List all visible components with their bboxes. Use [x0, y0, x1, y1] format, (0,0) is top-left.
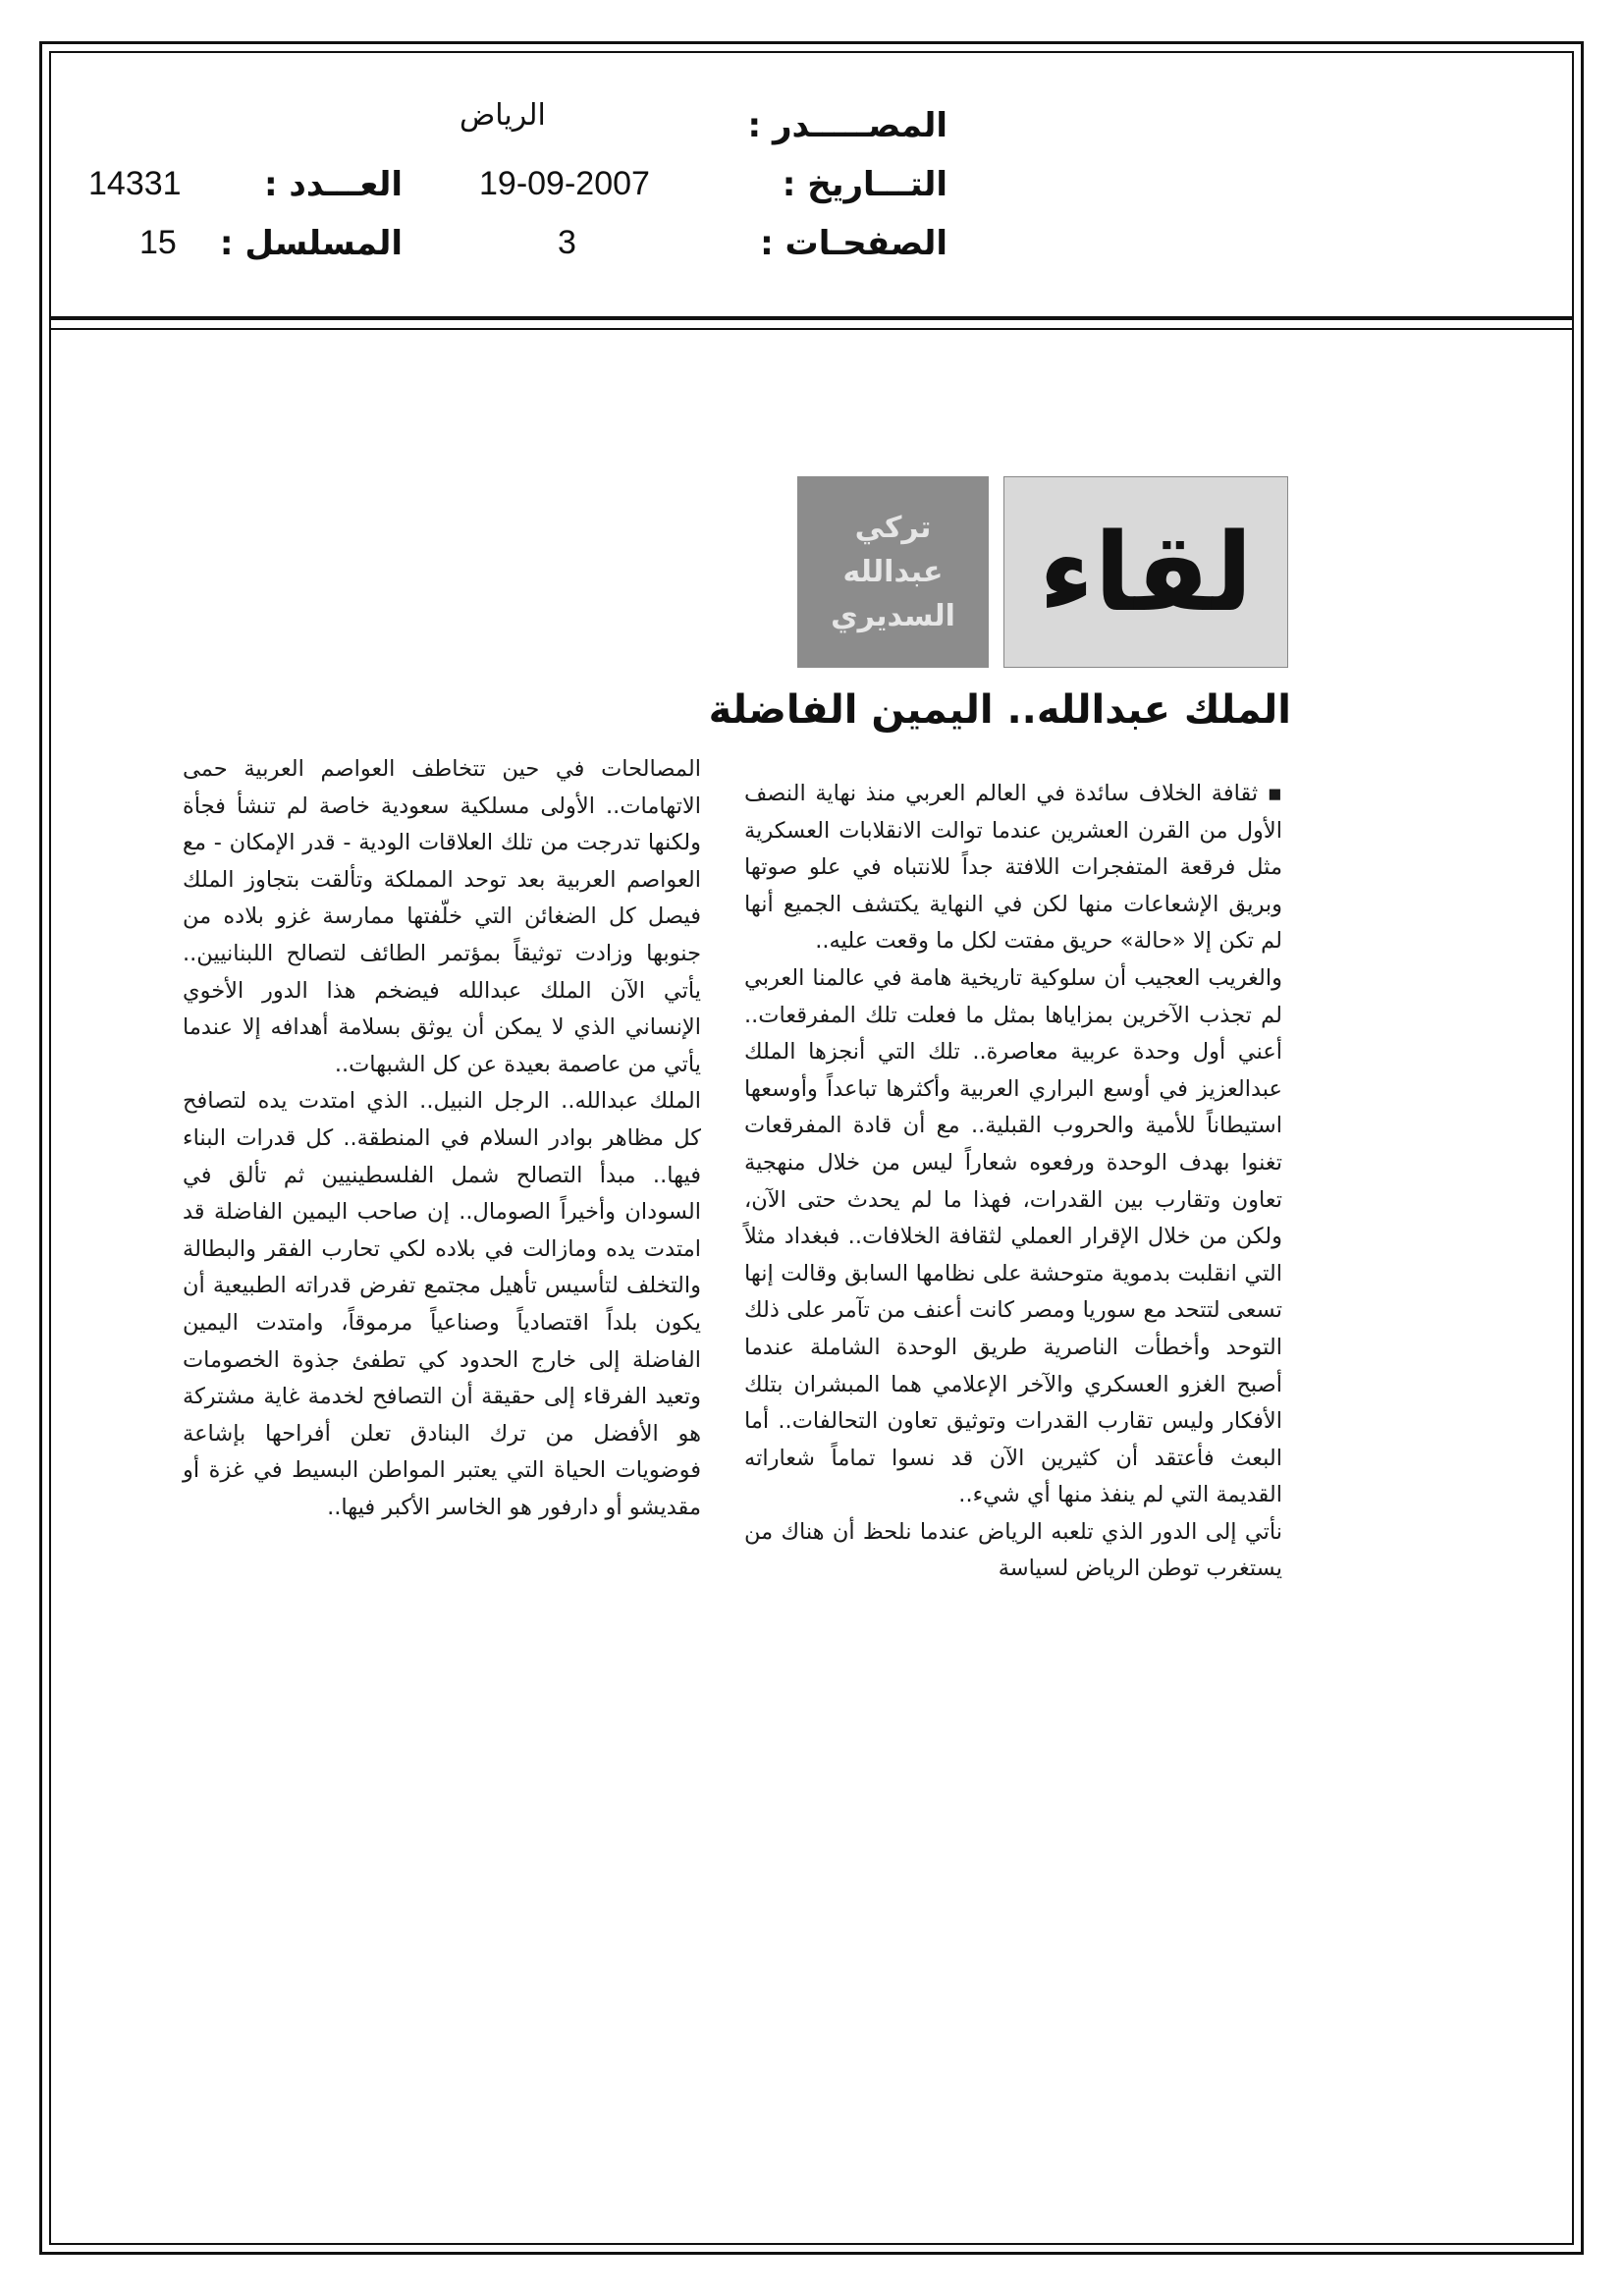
source-label: المصـــــدر : [747, 106, 947, 145]
source-value: الرياض [460, 98, 546, 133]
pages-value: 3 [558, 224, 576, 261]
author-line: السديري [831, 599, 955, 633]
column-logo [1003, 476, 1288, 668]
date-value: 19-09-2007 [479, 165, 650, 202]
issue-value: 14331 [88, 165, 182, 202]
column-name: لقاء [1038, 509, 1253, 635]
paragraph: والغريب العجيب أن سلوكية تاريخية هامة في عالمنا العربي لم تجذب الآخرين بمزاياها بمثل ما فعلت تلك المفرقعات.. أعني أول وحدة عربية معاصرة.. تلك التي أنجزها الملك عبدالعزيز في أوسع البراري العربية وأكثرها تباعداً وأوسعها استيطاناً للأمية والحروب القبلية.. مع أن قادة المفرقعات تغنوا بهدف الوحدة ورفعوه شعاراً ليس من خلال منهجية تعاون وتقارب بين القدرات، فهذا ما لم يحدث حتى الآن، ولكن من خلال الإقرار العملي لثقافة الخلافات.. فبغداد مثلاً التي انقلبت بدموية متوحشة على نظامها السابق وقالت إنها تسعى لتتحد مع سوريا ومصر كانت أعنف من تآمر على ذلك التوحد وأخطأت الناصرية طريق الوحدة الشاملة عندما أصبح الغزو العسكري والآخر الإعلامي هما المبشران بتلك الأفكار وليس تقارب القدرات وتوثيق تعاون التحالفات.. أما البعث فأعتقد أن كثيرين الآن قد نسوا تماماً شعاراته القديمة التي لم ينفذ منها أي شيء.. [744, 964, 1282, 1508]
issue-label: العـــدد : [264, 165, 403, 204]
article-column-right [744, 776, 1282, 1588]
column-banner [797, 476, 1288, 668]
serial-label: المسلسل : [219, 224, 403, 263]
header-divider [49, 316, 1574, 320]
article-column-left [183, 751, 701, 1526]
paragraph: الملك عبدالله.. الرجل النبيل.. الذي امتدت يده لتصافح كل مظاهر بوادر السلام في المنطقة.. كل قدرات البناء فيها.. مبدأ التصالح شمل الفلسطينيين ثم تألق في السودان وأخيراً الصومال.. إن صاحب اليمين الفاضلة قد امتدت يده ومازالت في بلاده لكي تحارب الفقر والبطالة والتخلف لتأسيس تأهيل مجتمع تفرض قدراته الطبيعية أن يكون بلداً اقتصادياً وصناعياً مرموقاً، وامتدت اليمين الفاضلة إلى خارج الحدود كي تطفئ جذوة الخصومات وتعيد الفرقاء إلى حقيقة أن التصافح لخدمة غاية مشتركة هو الأفضل من ترك البنادق تعلن أفراحها بإشاعة فوضويات الحياة التي يعتبر المواطن البسيط في غزة أو مقديشو أو دارفور هو الخاسر الأكبر فيها.. [183, 1088, 701, 1520]
paragraph: ▪ ثقافة الخلاف سائدة في العالم العربي منذ نهاية النصف الأول من القرن العشرين عندما توالت الانقلابات العسكرية مثل فرقعة المتفجرات اللافتة جداً للانتباه في علو صوتها وبريق الإشعاعات منها لكن في النهاية يكتشف الجميع أنها لم تكن إلا «حالة» حريق مفتت لكل ما وقعت عليه.. [744, 781, 1282, 955]
article-headline: الملك عبدالله.. اليمين الفاضلة [708, 687, 1291, 733]
pages-label: الصفحـات : [760, 224, 947, 263]
serial-value: 15 [139, 224, 177, 261]
paragraph: نأتي إلى الدور الذي تلعبه الرياض عندما نلحظ أن هناك من يستغرب توطن الرياض لسياسة [744, 1518, 1282, 1582]
author-line: تركي [854, 511, 932, 545]
date-label: التـــاريخ : [782, 165, 947, 204]
author-line: عبدالله [842, 555, 944, 589]
paragraph: المصالحات في حين تتخاطف العواصم العربية حمى الاتهامات.. الأولى مسلكية سعودية خاصة لم تنشأ فجأة ولكنها تدرجت من تلك العلاقات الودية - قدر الإمكان - مع العواصم العربية بعد توحد المملكة وتألقت بتجاوز الملك فيصل كل الضغائن التي خلّفتها ممارسة غزو بلاده من جنوبها وزادت توثيقاً بمؤتمر الطائف لتصالح اللبنانيين.. يأتي الآن الملك عبدالله فيضخم هذا الدور الأخوي الإنساني الذي لا يمكن أن يوثق بسلامة أهدافه إلا عندما يأتي من عاصمة بعيدة عن كل الشبهات.. [183, 756, 701, 1077]
author-box [797, 476, 989, 668]
header-divider-thin [49, 328, 1574, 330]
